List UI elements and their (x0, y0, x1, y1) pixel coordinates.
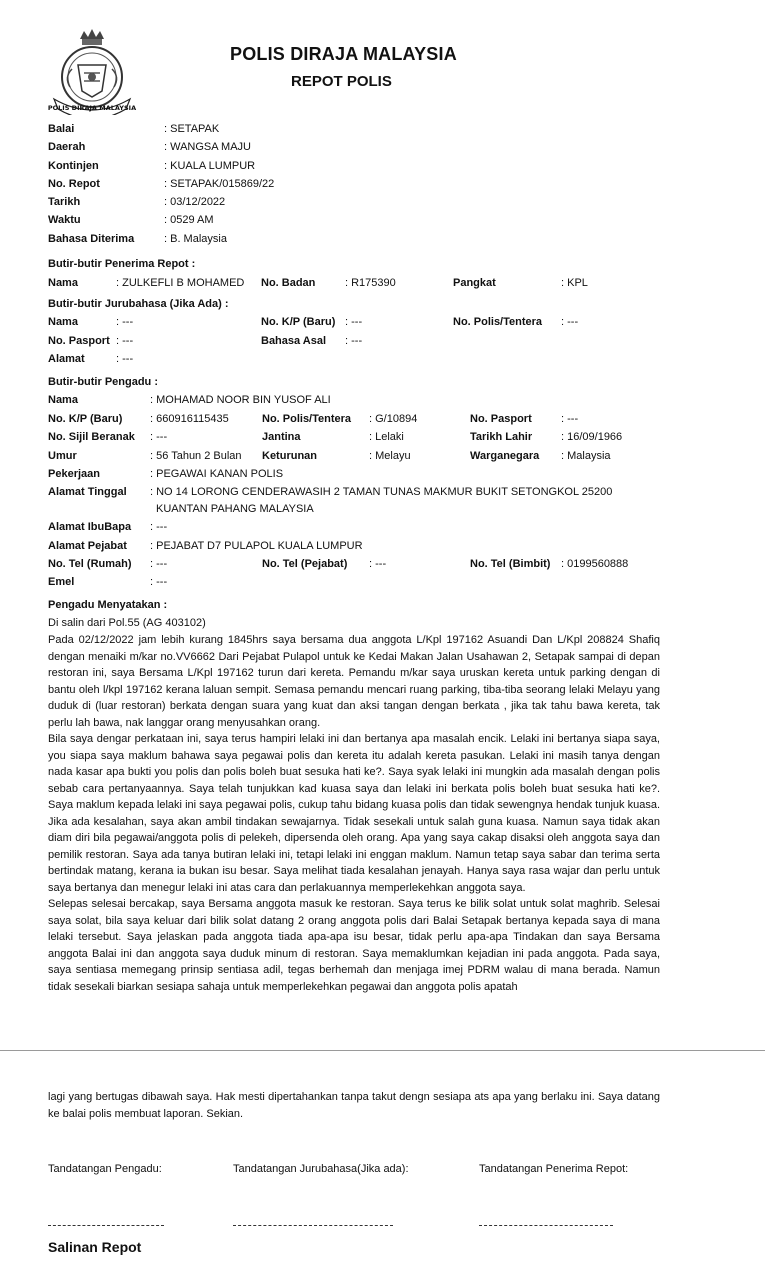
interpreter-nama-value: : --- (116, 316, 134, 328)
complainant-ibubapa-value: : --- (150, 521, 168, 533)
daerah-value: : WANGSA MAJU (164, 141, 251, 153)
waktu-label: Waktu (48, 214, 81, 226)
complainant-tinggal-value-line1: : NO 14 LORONG CENDERAWASIH 2 TAMAN TUNAS MAKMUR BUKIT SETONGKOL 25200 (150, 486, 613, 498)
document-subtitle: REPOT POLIS (291, 73, 392, 90)
interpreter-pasport-value: : --- (116, 335, 134, 347)
kontinjen-value: : KUALA LUMPUR (164, 160, 256, 172)
svg-text:POLIS DIRAJA MALAYSIA: POLIS DIRAJA MALAYSIA (47, 104, 137, 112)
interpreter-polis-value: : --- (561, 316, 579, 328)
interpreter-alamat-label: Alamat (48, 353, 85, 365)
interpreter-kp-value: : --- (345, 316, 363, 328)
interpreter-heading: Butir-butir Jurubahasa (Jika Ada) : (48, 298, 229, 310)
bahasa-value: : B. Malaysia (164, 233, 227, 245)
crest-icon (44, 25, 140, 115)
statement-heading: Pengadu Menyatakan : (48, 599, 168, 611)
signature-jurubahasa-label: Tandatangan Jurubahasa(Jika ada): (233, 1163, 409, 1175)
complainant-ibubapa-label: Alamat IbuBapa (48, 521, 132, 533)
page-break-divider (0, 1050, 765, 1051)
complainant-lahir-value: : 16/09/1966 (561, 431, 623, 443)
complainant-keturunan-label: Keturunan (262, 450, 317, 462)
complainant-telpejabat-value: : --- (369, 558, 387, 570)
receiver-heading: Butir-butir Penerima Repot : (48, 258, 196, 270)
document-title: POLIS DIRAJA MALAYSIA (230, 44, 457, 64)
statement-paragraph-1: Pada 02/12/2022 jam lebih kurang 1845hrs saya bersama dua anggota L/Kpl 197162 Asuandi Dan L/Kpl 208824 Shafiq dengan menaiki m/kar no.VV6662 Dari Pejabat Pulapol untuk ke Kedai Makan Jalan Usahawan 2, Setapak sampai di depan restoran ini, saya Bersama L/Kpl 197162 turun dari kereta. Pemandu m/kar saya uruskan kereta untuk parking dengan di bantu oleh l/kpl 197162 kerana laluan sempit. Semasa pemandu mencari ruang parking, tiba-tiba seorang lelaki Melayu yang duduk di (luar restoran) berkata dengan suara yang kuat dan aksi tangan dengan berkata , jika tak tahu bawa kereta, tak perlu lah bawa, nak langgar orang menyusahkan orang. (48, 634, 660, 729)
complainant-nama-label: Nama (48, 394, 78, 406)
receiver-badan-label: No. Badan (261, 277, 316, 289)
complainant-emel-label: Emel (48, 576, 75, 588)
complainant-nama-value: : MOHAMAD NOOR BIN YUSOF ALI (150, 394, 331, 406)
no-repot-value: : SETAPAK/015869/22 (164, 178, 275, 190)
complainant-kp-label: No. K/P (Baru) (48, 413, 123, 425)
interpreter-kp-label: No. K/P (Baru) (261, 316, 336, 328)
receiver-badan-value: : R175390 (345, 277, 396, 289)
complainant-telrumah-value: : --- (150, 558, 168, 570)
complainant-pasport-value: : --- (561, 413, 579, 425)
interpreter-pasport-label: No. Pasport (48, 335, 110, 347)
salinan-repot-label: Salinan Repot (48, 1239, 142, 1255)
complainant-telbimbit-value: : 0199560888 (561, 558, 629, 570)
complainant-kp-value: : 660916115435 (150, 413, 229, 425)
statement-source: Di salin dari Pol.55 (AG 403102) (48, 617, 206, 629)
signature-penerima-line (479, 1225, 613, 1226)
complainant-telrumah-label: No. Tel (Rumah) (48, 558, 132, 570)
complainant-warga-label: Warganegara (470, 450, 540, 462)
complainant-keturunan-value: : Melayu (369, 450, 411, 462)
interpreter-nama-label: Nama (48, 316, 78, 328)
signature-jurubahasa-line (233, 1225, 393, 1226)
signature-pengadu-label: Tandatangan Pengadu: (48, 1163, 162, 1175)
complainant-lahir-label: Tarikh Lahir (470, 431, 533, 443)
statement-paragraph-3: Selepas selesai bercakap, saya Bersama anggota masuk ke restoran. Saya terus ke bilik solat untuk solat maghrib. Selesai saya solat, bila saya keluar dari bilik solat datang 2 orang anggota polis dari Balai Setapak bertanya kepada saya di mana lelaki tersebut. Saya jelaskan pada anggota tiada apa-apa isu besar, tidak perlu apa-apa Tindakan dan saya Bersama anggota Balai ini dan anggota saya duduk minum di restoran. Saya memaklumkan kejadian ini pada anggota. Pada saya, saya sentiasa memegang prinsip sentiasa adil, tegas berhemah dan menjaga imej PDRM walau di mana berada. Namun tidak sesekali biarkan sesiapa sahaja untuk memperlekehkan pegawai dan anggota polis apatah (48, 898, 660, 993)
pdrm-crest-logo (44, 25, 140, 115)
complainant-sijil-label: No. Sijil Beranak (48, 431, 135, 443)
complainant-pejabat-value: : PEJABAT D7 PULAPOL KUALA LUMPUR (150, 540, 363, 552)
interpreter-bahasa-value: : --- (345, 335, 363, 347)
complainant-polis-label: No. Polis/Tentera (262, 413, 352, 425)
tarikh-value: : 03/12/2022 (164, 196, 226, 208)
statement-body (48, 632, 660, 995)
complainant-tinggal-label: Alamat Tinggal (48, 486, 127, 498)
receiver-nama-label: Nama (48, 277, 78, 289)
daerah-label: Daerah (48, 141, 86, 153)
interpreter-bahasa-label: Bahasa Asal (261, 335, 327, 347)
complainant-telbimbit-label: No. Tel (Bimbit) (470, 558, 551, 570)
complainant-umur-value: : 56 Tahun 2 Bulan (150, 450, 242, 462)
no-repot-label: No. Repot (48, 178, 100, 190)
balai-label: Balai (48, 123, 75, 135)
complainant-telpejabat-label: No. Tel (Pejabat) (262, 558, 348, 570)
interpreter-polis-label: No. Polis/Tentera (453, 316, 543, 328)
statement-continuation (48, 1089, 660, 1122)
interpreter-alamat-value: : --- (116, 353, 134, 365)
complainant-warga-value: : Malaysia (561, 450, 611, 462)
kontinjen-label: Kontinjen (48, 160, 99, 172)
complainant-heading: Butir-butir Pengadu : (48, 376, 158, 388)
waktu-value: : 0529 AM (164, 214, 214, 226)
complainant-pasport-label: No. Pasport (470, 413, 532, 425)
balai-value: : SETAPAK (164, 123, 220, 135)
receiver-pangkat-label: Pangkat (453, 277, 496, 289)
complainant-sijil-value: : --- (150, 431, 168, 443)
complainant-tinggal-value-line2: KUANTAN PAHANG MALAYSIA (156, 503, 314, 515)
complainant-pekerjaan-label: Pekerjaan (48, 468, 100, 480)
complainant-polis-value: : G/10894 (369, 413, 418, 425)
complainant-jantina-label: Jantina (262, 431, 301, 443)
statement-paragraph-2: Bila saya dengar perkataan ini, saya terus hampiri lelaki ini dan bertanya apa masalah encik. Lelaki ini bertanya siapa saya, you siapa saya maklum bahawa saya pegawai polis dan kereta itu adalah kereta pasukan. Lelaki ini masih tanya dengan nada kasar apa bukti you polis dan polis boleh buat sesuka hati ke?. Saya syak lelaki ini mungkin ada masalah dengan polis sebab cara pertanyaannya. Saya telah tunjukkan kad kuasa saya dan lelaki ini berkata polis boleh buat sesuka hati ke?. Saya maklum kepada lelaki ini saya pegawai polis, cukup tahu bidang kuasa polis dan tidak sewengnya hendak tunjuk kuasa. Jika ada kesalahan, saya akan ambil tindakan sewajarnya. Tidak sesekali untuk salah guna kuasa. Namun saya tidak akan diam diri bila pegawai/anggota polis di pelekeh, dipersenda oleh orang. Apa yang saya cakap disaksi oleh anggota saya dan pemilik restoran. Saya ada tanya butiran lelaki ini, tetapi lelaki ini enggan maklum. Namun tetap saya sabar dan terima serta bertindak matang, kerana ia bukan isu besar. Saya melihat tiada kesalahan jenayah. Hanya saya rasa wajar dan perlu untuk saya bertanya dan menegur lelaki ini atas cara dan perlakuannya memperlekehkan anggota saya. (48, 733, 660, 894)
complainant-pejabat-label: Alamat Pejabat (48, 540, 127, 552)
complainant-umur-label: Umur (48, 450, 77, 462)
complainant-pekerjaan-value: : PEGAWAI KANAN POLIS (150, 468, 284, 480)
bahasa-label: Bahasa Diterima (48, 233, 135, 245)
complainant-emel-value: : --- (150, 576, 168, 588)
receiver-pangkat-value: : KPL (561, 277, 588, 289)
statement-paragraph-4: lagi yang bertugas dibawah saya. Hak mesti dipertahankan tanpa takut dengn sesiapa ats apa yang berlaku ini. Saya datang ke balai polis membuat laporan. Sekian. (48, 1091, 660, 1120)
signature-penerima-label: Tandatangan Penerima Repot: (479, 1163, 629, 1175)
complainant-jantina-value: : Lelaki (369, 431, 404, 443)
tarikh-label: Tarikh (48, 196, 81, 208)
signature-pengadu-line (48, 1225, 164, 1226)
receiver-nama-value: : ZULKEFLI B MOHAMED (116, 277, 245, 289)
